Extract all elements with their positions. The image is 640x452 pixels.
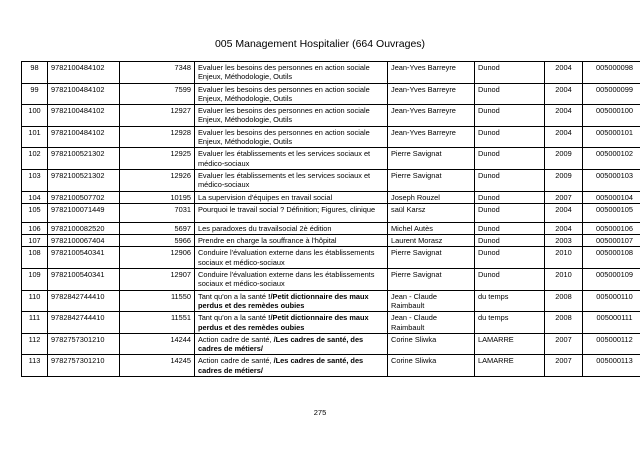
title-text: Les paradoxes du travailsocial 2è édition xyxy=(198,223,332,233)
record-id-cell: 12925 xyxy=(120,148,195,170)
row-number-cell: 110 xyxy=(22,290,48,312)
title-cell xyxy=(195,203,388,222)
isbn-cell: 9782100484102 xyxy=(48,62,120,84)
table-row xyxy=(22,62,640,84)
page-number: 275 xyxy=(313,408,327,417)
year-cell: 2004 xyxy=(545,62,583,84)
year-cell: 2009 xyxy=(545,169,583,191)
code-cell: 005000101 xyxy=(583,126,640,148)
code-cell: 005000110 xyxy=(583,290,640,312)
publisher-cell: du temps xyxy=(475,290,545,312)
isbn-cell: 9782842744410 xyxy=(48,312,120,334)
code-cell: 005000098 xyxy=(583,62,640,84)
table-row xyxy=(22,169,640,191)
record-id-cell: 12906 xyxy=(120,247,195,269)
record-id-cell: 5966 xyxy=(120,235,195,247)
year-cell: 2004 xyxy=(545,126,583,148)
title-text: Pourquoi le travail social ? Définition; Figures, clinique xyxy=(198,204,376,214)
row-number-cell: 108 xyxy=(22,247,48,269)
title-cell xyxy=(195,290,388,312)
author-cell: Corine Sliwka xyxy=(388,333,475,355)
table-row xyxy=(22,83,640,105)
code-cell: 005000099 xyxy=(583,83,640,105)
publisher-cell: LAMARRE xyxy=(475,333,545,355)
title-cell xyxy=(195,333,388,355)
title-bold-text: !/Petit dictionnaire des maux perdus et des remèdes oubies xyxy=(198,291,369,310)
title-text: Conduire l'évaluation externe dans les établissements sociaux et médico-sociaux xyxy=(198,270,375,289)
title-text: Evaluer les besoins des personnes en action sociale Enjeux, Méthodologie, Outils xyxy=(198,84,370,103)
code-cell: 005000106 xyxy=(583,222,640,234)
table-row xyxy=(22,126,640,148)
code-cell: 005000112 xyxy=(583,333,640,355)
publisher-cell: LAMARRE xyxy=(475,355,545,377)
record-id-cell: 12926 xyxy=(120,169,195,191)
table-row xyxy=(22,269,640,291)
isbn-cell: 9782757301210 xyxy=(48,333,120,355)
author-cell: Pierre Savignat xyxy=(388,169,475,191)
title-cell xyxy=(195,222,388,234)
row-number-cell: 105 xyxy=(22,203,48,222)
row-number-cell: 104 xyxy=(22,191,48,203)
record-id-cell: 12927 xyxy=(120,105,195,127)
publisher-cell: Dunod xyxy=(475,105,545,127)
table-row xyxy=(22,312,640,334)
isbn-cell: 9782100540341 xyxy=(48,269,120,291)
year-cell: 2008 xyxy=(545,290,583,312)
table-row xyxy=(22,222,640,234)
author-cell: Jean-Yves Barreyre xyxy=(388,105,475,127)
record-id-cell: 14245 xyxy=(120,355,195,377)
row-number-cell: 106 xyxy=(22,222,48,234)
row-number-cell: 109 xyxy=(22,269,48,291)
code-cell: 005000111 xyxy=(583,312,640,334)
isbn-cell: 9782100521302 xyxy=(48,148,120,170)
title-text: Evaluer les besoins des personnes en action sociale Enjeux, Méthodologie, Outils xyxy=(198,127,370,147)
isbn-cell: 9782100082520 xyxy=(48,222,120,234)
author-cell: Laurent Morasz xyxy=(388,235,475,247)
code-cell: 005000109 xyxy=(583,269,640,291)
title-text: La supervision d'équipes en travail social xyxy=(198,192,333,202)
record-id-cell: 7348 xyxy=(120,62,195,84)
year-cell: 2004 xyxy=(545,203,583,222)
year-cell: 2007 xyxy=(545,355,583,377)
row-number-cell: 113 xyxy=(22,355,48,377)
code-cell: 005000107 xyxy=(583,235,640,247)
record-id-cell: 7031 xyxy=(120,203,195,222)
isbn-cell: 9782100071449 xyxy=(48,203,120,222)
isbn-cell: 9782100484102 xyxy=(48,105,120,127)
author-cell: Jean-Yves Barreyre xyxy=(388,62,475,84)
publisher-cell: Dunod xyxy=(475,203,545,222)
code-cell: 005000100 xyxy=(583,105,640,127)
table-row xyxy=(22,355,640,377)
title-cell xyxy=(195,126,388,148)
title-cell xyxy=(195,83,388,105)
author-cell: Joseph Rouzel xyxy=(388,191,475,203)
title-text: Action cadre de santé, xyxy=(198,334,274,344)
record-id-cell: 12928 xyxy=(120,126,195,148)
title-text: Conduire l'évaluation externe dans les établissements sociaux et médico-sociaux xyxy=(198,248,375,267)
title-text: Evaluer les établissements et les services sociaux et médico-sociaux xyxy=(198,149,371,168)
isbn-cell: 9782100540341 xyxy=(48,247,120,269)
row-number-cell: 101 xyxy=(22,126,48,148)
author-cell: Corine Sliwka xyxy=(388,355,475,377)
code-cell: 005000103 xyxy=(583,169,640,191)
row-number-cell: 111 xyxy=(22,312,48,334)
year-cell: 2007 xyxy=(545,333,583,355)
row-number-cell: 98 xyxy=(22,62,48,84)
title-bold-text: /Les cadres de santé, des cadres de métiers/ xyxy=(198,334,364,354)
isbn-cell: 9782100484102 xyxy=(48,126,120,148)
row-number-cell: 100 xyxy=(22,105,48,127)
table-row xyxy=(22,333,640,355)
record-id-cell: 11550 xyxy=(120,290,195,312)
table-row xyxy=(22,203,640,222)
publisher-cell: Dunod xyxy=(475,169,545,191)
publisher-cell: Dunod xyxy=(475,235,545,247)
year-cell: 2004 xyxy=(545,83,583,105)
record-id-cell: 5697 xyxy=(120,222,195,234)
publisher-cell: du temps xyxy=(475,312,545,334)
title-text: Evaluer les établissements et les services sociaux et médico-sociaux xyxy=(198,170,371,190)
title-text: Evaluer les besoins des personnes en action sociale Enjeux, Méthodologie, Outils xyxy=(198,106,370,125)
code-cell: 005000108 xyxy=(583,247,640,269)
table-row xyxy=(22,191,640,203)
row-number-cell: 103 xyxy=(22,169,48,191)
row-number-cell: 112 xyxy=(22,333,48,355)
publisher-cell: Dunod xyxy=(475,83,545,105)
publisher-cell: Dunod xyxy=(475,126,545,148)
year-cell: 2008 xyxy=(545,312,583,334)
year-cell: 2003 xyxy=(545,235,583,247)
isbn-cell: 9782842744410 xyxy=(48,290,120,312)
code-cell: 005000105 xyxy=(583,203,640,222)
year-cell: 2007 xyxy=(545,191,583,203)
publisher-cell: Dunod xyxy=(475,269,545,291)
title-cell xyxy=(195,269,388,291)
title-cell xyxy=(195,355,388,377)
author-cell: Pierre Savignat xyxy=(388,148,475,170)
title-cell xyxy=(195,235,388,247)
table-row xyxy=(22,235,640,247)
isbn-cell: 9782100521302 xyxy=(48,169,120,191)
table-row xyxy=(22,105,640,127)
year-cell: 2004 xyxy=(545,222,583,234)
title-text: Action cadre de santé, xyxy=(198,356,274,366)
row-number-cell: 107 xyxy=(22,235,48,247)
catalog-body xyxy=(22,62,640,377)
title-cell xyxy=(195,191,388,203)
publisher-cell: Dunod xyxy=(475,191,545,203)
record-id-cell: 7599 xyxy=(120,83,195,105)
catalog-table xyxy=(21,61,640,377)
code-cell: 005000102 xyxy=(583,148,640,170)
isbn-cell: 9782100484102 xyxy=(48,83,120,105)
title-text: Tant qu'on a la santé xyxy=(198,313,269,323)
code-cell: 005000113 xyxy=(583,355,640,377)
year-cell: 2004 xyxy=(545,105,583,127)
author-cell: Jean-Yves Barreyre xyxy=(388,83,475,105)
publisher-cell: Dunod xyxy=(475,247,545,269)
row-number-cell: 99 xyxy=(22,83,48,105)
title-cell xyxy=(195,312,388,334)
table-row xyxy=(22,247,640,269)
author-cell: Jean - Claude Raimbault xyxy=(388,290,475,312)
publisher-cell: Dunod xyxy=(475,222,545,234)
title-cell xyxy=(195,247,388,269)
author-cell: Jean - Claude Raimbault xyxy=(388,312,475,334)
author-cell: Michel Autès xyxy=(388,222,475,234)
year-cell: 2009 xyxy=(545,148,583,170)
record-id-cell: 14244 xyxy=(120,333,195,355)
row-number-cell: 102 xyxy=(22,148,48,170)
record-id-cell: 12907 xyxy=(120,269,195,291)
page-title: 005 Management Hospitalier (664 Ouvrages) xyxy=(214,38,426,50)
publisher-cell: Dunod xyxy=(475,148,545,170)
year-cell: 2010 xyxy=(545,247,583,269)
author-cell: saül Karsz xyxy=(388,203,475,222)
isbn-cell: 9782757301210 xyxy=(48,355,120,377)
isbn-cell: 9782100507702 xyxy=(48,191,120,203)
title-cell xyxy=(195,148,388,170)
title-text: Tant qu'on a la santé xyxy=(198,291,269,301)
title-cell xyxy=(195,62,388,84)
record-id-cell: 10195 xyxy=(120,191,195,203)
title-text: Prendre en charge la souffrance à l'hôpital xyxy=(198,236,337,246)
author-cell: Jean-Yves Barreyre xyxy=(388,126,475,148)
year-cell: 2010 xyxy=(545,269,583,291)
isbn-cell: 9782100067404 xyxy=(48,235,120,247)
table-row xyxy=(22,148,640,170)
record-id-cell: 11551 xyxy=(120,312,195,334)
author-cell: Pierre Savignat xyxy=(388,247,475,269)
title-bold-text: !/Petit dictionnaire des maux perdus et des remèdes oubies xyxy=(198,313,369,332)
table-row xyxy=(22,290,640,312)
title-cell xyxy=(195,169,388,191)
publisher-cell: Dunod xyxy=(475,62,545,84)
title-text: Evaluer les besoins des personnes en action sociale Enjeux, Méthodologie, Outils xyxy=(198,63,370,82)
title-cell xyxy=(195,105,388,127)
author-cell: Pierre Savignat xyxy=(388,269,475,291)
title-bold-text: /Les cadres de santé, des cadres de métiers/ xyxy=(198,356,364,375)
code-cell: 005000104 xyxy=(583,191,640,203)
